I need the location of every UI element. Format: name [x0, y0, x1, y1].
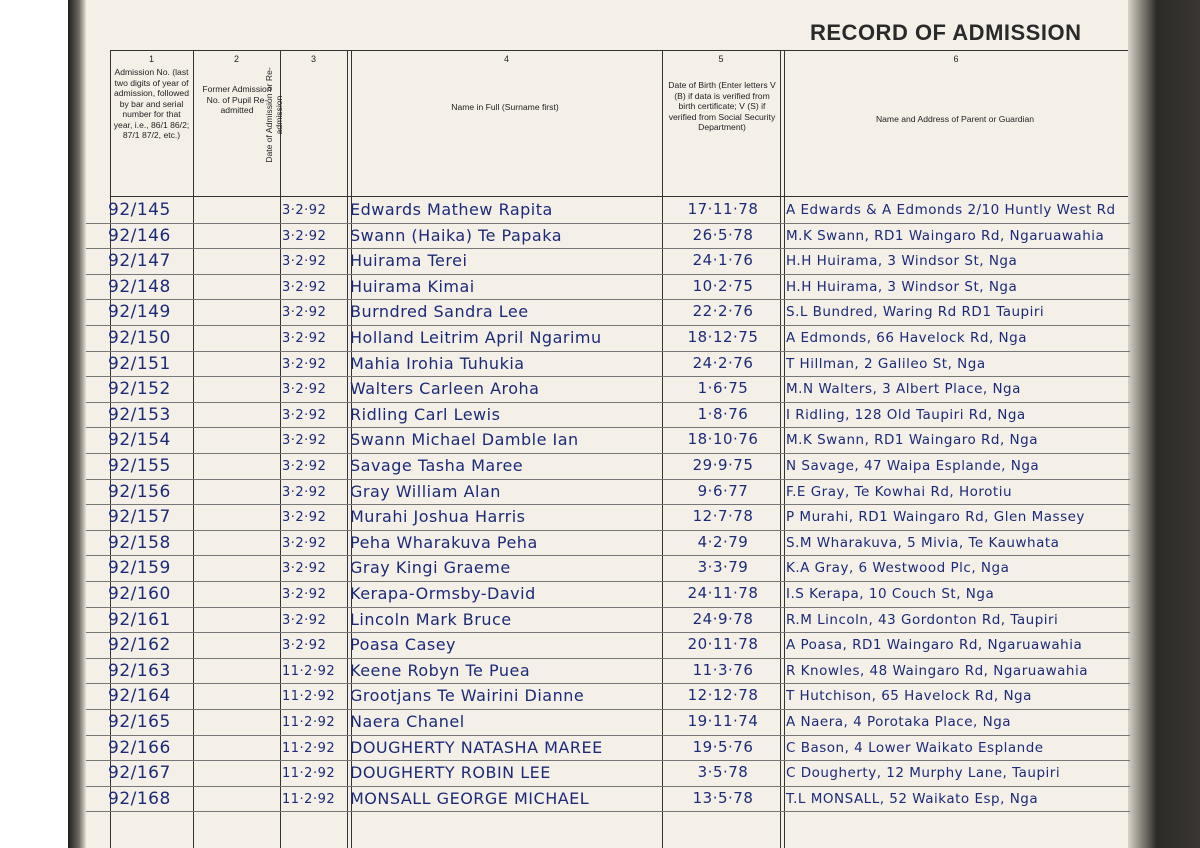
pupil-name-cell: Savage Tasha Maree [350, 456, 524, 475]
admission-date-cell: 3·2·92 [282, 510, 327, 526]
admission-date-cell: 3·2·92 [282, 254, 327, 270]
admission-date-cell: 3·2·92 [282, 587, 327, 602]
pupil-name-cell: Huirama Kimai [350, 276, 475, 296]
table-row [86, 427, 1130, 454]
admission-number-cell: 92/154 [108, 430, 171, 451]
pupil-name-cell: Huirama Terei [350, 251, 468, 271]
date-of-birth-cell: 26·5·78 [692, 225, 754, 244]
table-row [86, 223, 1130, 250]
col-header-parent: Name and Address of Parent or Guardian [875, 114, 1035, 124]
pupil-name-cell: DOUGHERTY ROBIN LEE [350, 763, 551, 783]
admission-date-cell: 3·2·92 [282, 459, 327, 474]
date-of-birth-cell: 10·2·75 [692, 276, 754, 295]
header-top-line [110, 50, 1128, 51]
parent-address-cell: T Hillman, 2 Galileo St, Nga [786, 355, 986, 372]
table-row [86, 402, 1130, 429]
admission-date-cell: 3·2·92 [282, 382, 327, 398]
admission-number-cell: 92/161 [108, 609, 171, 630]
date-of-birth-cell: 1·8·76 [697, 404, 749, 423]
table-row [86, 607, 1130, 634]
admission-number-cell: 92/159 [108, 558, 171, 579]
col-header-name: Name in Full (Surname first) [451, 102, 559, 112]
table-row [86, 274, 1130, 301]
col-header-date-admission: Date of Admission or Re-admission [264, 67, 284, 163]
date-of-birth-cell: 18·12·75 [687, 328, 759, 346]
admission-number-cell: 92/151 [108, 353, 171, 374]
parent-address-cell: M.K Swann, RD1 Waingaro Rd, Ngaruawahia [786, 227, 1105, 244]
admission-number-cell: 92/157 [108, 507, 171, 528]
table-row [86, 299, 1130, 326]
parent-address-cell: R Knowles, 48 Waingaro Rd, Ngaruawahia [786, 662, 1088, 679]
date-of-birth-cell: 11·3·76 [692, 660, 754, 679]
table-row [86, 248, 1130, 275]
date-of-birth-cell: 18·10·76 [687, 430, 759, 449]
table-row [86, 530, 1130, 557]
page-title: RECORD OF ADMISSION [810, 20, 1082, 45]
admission-date-cell: 11·2·92 [282, 740, 336, 756]
table-row [86, 658, 1130, 685]
admission-number-cell: 92/152 [108, 379, 171, 400]
date-of-birth-cell: 12·12·78 [687, 686, 759, 705]
admission-date-cell: 11·2·92 [282, 791, 336, 807]
parent-address-cell: A Edmonds, 66 Havelock Rd, Nga [786, 330, 1027, 346]
date-of-birth-cell: 19·5·76 [692, 737, 754, 756]
table-row [86, 709, 1130, 736]
parent-address-cell: H.H Huirama, 3 Windsor St, Nga [786, 278, 1018, 295]
date-of-birth-cell: 24·9·78 [692, 609, 754, 628]
table-row [86, 376, 1130, 403]
table-row [86, 581, 1130, 608]
date-of-birth-cell: 29·9·75 [692, 456, 754, 474]
pupil-name-cell: Swann Michael Damble Ian [350, 430, 579, 450]
col-number-5: 5 [718, 54, 724, 64]
admission-date-cell: 3·2·92 [282, 535, 327, 551]
admission-date-cell: 3·2·92 [282, 638, 327, 654]
admission-number-cell: 92/148 [108, 276, 171, 297]
parent-address-cell: A Naera, 4 Porotaka Place, Nga [786, 714, 1012, 730]
pupil-name-cell: Walters Carleen Aroha [350, 379, 540, 399]
admission-number-cell: 92/165 [108, 712, 171, 732]
admission-date-cell: 3·2·92 [282, 305, 327, 321]
pupil-name-cell: Mahia Irohia Tuhukia [350, 353, 525, 373]
pupil-name-cell: Naera Chanel [350, 712, 465, 731]
parent-address-cell: A Edwards & A Edmonds 2/10 Huntly West Rd [786, 202, 1116, 218]
col-number-6: 6 [953, 54, 959, 64]
pupil-name-cell: Swann (Haika) Te Papaka [350, 225, 563, 245]
date-of-birth-cell: 20·11·78 [687, 635, 759, 654]
admission-date-cell: 3·2·92 [282, 356, 327, 372]
parent-address-cell: I Ridling, 128 Old Taupiri Rd, Nga [786, 406, 1026, 423]
col-number-3: 3 [310, 54, 316, 64]
col-header-dob: Date of Birth (Enter letters V (B) if data is verified from birth certificate; V (S) if verified from Social Security Department) [668, 80, 776, 132]
pupil-name-cell: Murahi Joshua Harris [350, 507, 526, 527]
admission-number-cell: 92/164 [108, 686, 171, 707]
parent-address-cell: T Hutchison, 65 Havelock Rd, Nga [786, 688, 1032, 705]
admission-date-cell: 11·2·92 [282, 766, 336, 782]
admission-number-cell: 92/149 [108, 302, 171, 323]
parent-address-cell: F.E Gray, Te Kowhai Rd, Horotiu [786, 483, 1013, 500]
table-row [86, 760, 1130, 787]
admission-date-cell: 3·2·92 [282, 612, 327, 628]
parent-address-cell: A Poasa, RD1 Waingaro Rd, Ngaruawahia [786, 637, 1083, 654]
pupil-name-cell: Kerapa-Ormsby-David [350, 584, 536, 603]
col-number-4: 4 [503, 54, 509, 64]
parent-address-cell: S.L Bundred, Waring Rd RD1 Taupiri [786, 304, 1045, 321]
date-of-birth-cell: 19·11·74 [687, 712, 759, 730]
table-row [86, 453, 1130, 480]
admission-number-cell: 92/163 [108, 660, 171, 681]
date-of-birth-cell: 22·2·76 [692, 302, 754, 321]
table-row [86, 197, 1130, 224]
table-row [86, 786, 1130, 813]
parent-address-cell: P Murahi, RD1 Waingaro Rd, Glen Massey [786, 509, 1085, 526]
table-row [86, 735, 1130, 762]
admission-number-cell: 92/166 [108, 737, 171, 758]
date-of-birth-cell: 13·5·78 [692, 788, 754, 807]
parent-address-cell: N Savage, 47 Waipa Esplande, Nga [786, 458, 1040, 474]
col-number-2: 2 [233, 54, 239, 64]
parent-address-cell: M.K Swann, RD1 Waingaro Rd, Nga [786, 432, 1039, 449]
pupil-name-cell: Holland Leitrim April Ngarimu [350, 328, 602, 347]
date-of-birth-cell: 3·5·78 [697, 763, 749, 782]
table-row [86, 555, 1130, 582]
date-of-birth-cell: 9·6·77 [697, 481, 749, 500]
admission-date-cell: 11·2·92 [282, 715, 336, 730]
parent-address-cell: S.M Wharakuva, 5 Mivia, Te Kauwhata [786, 534, 1060, 551]
admission-number-cell: 92/156 [108, 481, 171, 502]
date-of-birth-cell: 24·1·76 [692, 251, 754, 270]
pupil-name-cell: Gray Kingi Graeme [350, 558, 511, 578]
page-edge [1128, 0, 1200, 848]
admission-date-cell: 11·2·92 [282, 689, 336, 705]
table-row [86, 351, 1130, 378]
date-of-birth-cell: 12·7·78 [692, 507, 754, 526]
parent-address-cell: K.A Gray, 6 Westwood Plc, Nga [786, 560, 1010, 577]
table-row [86, 504, 1130, 531]
admission-date-cell: 11·2·92 [282, 663, 336, 679]
pupil-name-cell: DOUGHERTY NATASHA MAREE [350, 737, 603, 757]
table-row [86, 325, 1130, 352]
admission-number-cell: 92/147 [108, 251, 171, 272]
admission-number-cell: 92/145 [108, 200, 171, 220]
parent-address-cell: R.M Lincoln, 43 Gordonton Rd, Taupiri [786, 611, 1059, 628]
admission-date-cell: 3·2·92 [282, 203, 327, 218]
date-of-birth-cell: 24·2·76 [692, 353, 754, 372]
admission-date-cell: 3·2·92 [282, 407, 327, 423]
admission-number-cell: 92/146 [108, 225, 171, 246]
date-of-birth-cell: 24·11·78 [687, 584, 759, 602]
date-of-birth-cell: 1·6·75 [697, 379, 749, 398]
admission-date-cell: 3·2·92 [282, 228, 327, 244]
pupil-name-cell: Burndred Sandra Lee [350, 302, 529, 322]
pupil-name-cell: Gray William Alan [350, 481, 501, 501]
admission-date-cell: 3·2·92 [282, 279, 327, 295]
pupil-name-cell: MONSALL GEORGE MICHAEL [350, 788, 590, 808]
date-of-birth-cell: 17·11·78 [687, 200, 759, 218]
table-row [86, 683, 1130, 710]
table-row [86, 479, 1130, 506]
parent-address-cell: C Bason, 4 Lower Waikato Esplande [786, 739, 1044, 756]
date-of-birth-cell: 4·2·79 [697, 532, 749, 551]
parent-address-cell: H.H Huirama, 3 Windsor St, Nga [786, 253, 1018, 270]
pupil-name-cell: Keene Robyn Te Puea [350, 660, 531, 680]
pupil-name-cell: Poasa Casey [350, 635, 457, 655]
admission-date-cell: 3·2·92 [282, 484, 327, 500]
admission-number-cell: 92/153 [108, 404, 171, 425]
admission-number-cell: 92/155 [108, 456, 171, 476]
parent-address-cell: I.S Kerapa, 10 Couch St, Nga [786, 586, 995, 602]
admission-number-cell: 92/150 [108, 328, 171, 348]
admission-number-cell: 92/158 [108, 532, 171, 553]
col-header-admission-no: Admission No. (last two digits of year of admission, followed by bar and serial number for that year, i.e., 86/1 86/2; 87/1 87/2, etc.) [113, 67, 190, 140]
pupil-name-cell: Lincoln Mark Bruce [350, 609, 512, 629]
admission-number-cell: 92/168 [108, 788, 171, 809]
col-number-1: 1 [148, 54, 154, 64]
page-margin [0, 0, 68, 848]
date-of-birth-cell: 3·3·79 [697, 558, 749, 577]
book-gutter [68, 0, 86, 848]
admission-number-cell: 92/162 [108, 635, 171, 656]
pupil-name-cell: Grootjans Te Wairini Dianne [350, 686, 585, 706]
table-row [86, 632, 1130, 659]
parent-address-cell: C Dougherty, 12 Murphy Lane, Taupiri [786, 765, 1061, 782]
pupil-name-cell: Ridling Carl Lewis [350, 404, 501, 424]
admission-date-cell: 3·2·92 [282, 433, 327, 449]
parent-address-cell: T.L MONSALL, 52 Waikato Esp, Nga [786, 790, 1039, 807]
admission-number-cell: 92/167 [108, 763, 171, 784]
admission-number-cell: 92/160 [108, 584, 171, 604]
admission-date-cell: 3·2·92 [282, 561, 327, 577]
pupil-name-cell: Peha Wharakuva Peha [350, 532, 538, 552]
parent-address-cell: M.N Walters, 3 Albert Place, Nga [786, 381, 1021, 398]
pupil-name-cell: Edwards Mathew Rapita [350, 200, 553, 219]
col-header-former-admission: Former Admission No. of Pupil Re-admitted [202, 84, 272, 115]
admission-date-cell: 3·2·92 [282, 331, 327, 346]
